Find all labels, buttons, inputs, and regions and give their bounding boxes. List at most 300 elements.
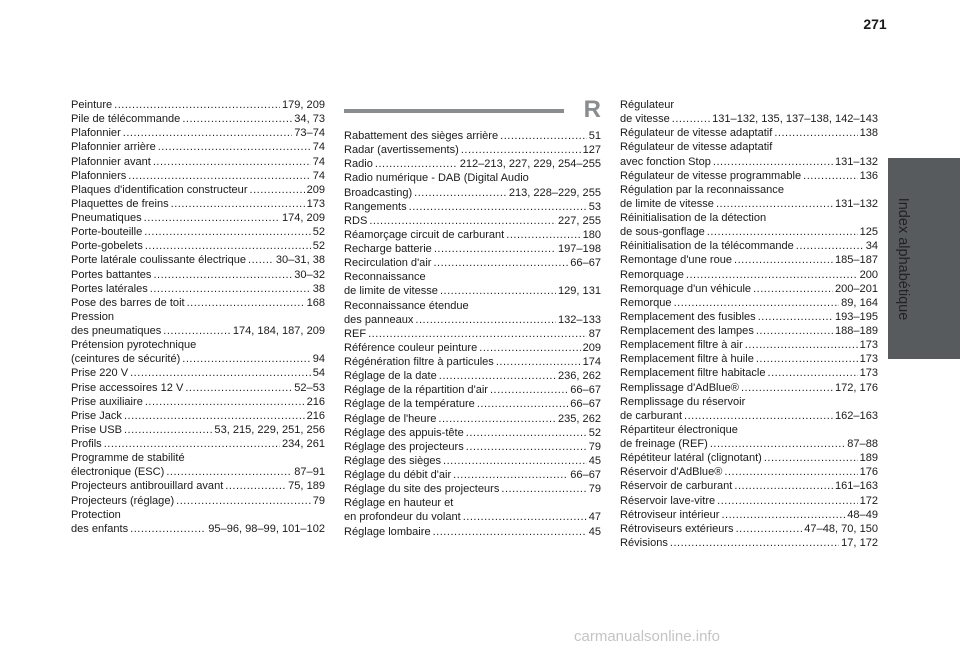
index-term-line: Répartiteur électronique xyxy=(620,423,738,436)
index-entry xyxy=(620,324,878,338)
index-column-3 xyxy=(620,98,878,550)
index-term: Remplissage d'AdBlue® xyxy=(620,381,739,394)
index-pages: 79 xyxy=(312,494,325,507)
dot-leader xyxy=(171,197,305,211)
index-term: Porte-bouteille xyxy=(71,226,143,239)
dot-leader xyxy=(684,409,833,423)
index-term: Rétroviseur intérieur xyxy=(620,508,720,521)
index-term: Rabattement des sièges arrière xyxy=(344,130,499,142)
dot-leader xyxy=(128,169,310,183)
dot-leader xyxy=(158,140,311,154)
dot-leader xyxy=(724,465,857,479)
dot-leader xyxy=(506,228,580,242)
dot-leader xyxy=(438,412,556,426)
index-entry xyxy=(344,200,601,214)
index-pages: 30–31, 38 xyxy=(275,254,325,267)
dot-leader xyxy=(479,341,580,355)
dot-leader xyxy=(153,155,311,169)
index-term: Radio xyxy=(344,158,373,171)
index-term: (ceintures de sécurité) xyxy=(71,353,181,366)
index-pages: 17, 172 xyxy=(841,536,878,549)
dot-leader xyxy=(443,454,587,468)
index-pages: 48–49 xyxy=(847,508,878,521)
index-pages: 174 xyxy=(582,356,601,368)
dot-leader xyxy=(130,366,311,380)
index-pages: 66–67 xyxy=(570,469,601,481)
index-pages: 51 xyxy=(588,130,601,142)
letter-heading-rule xyxy=(344,109,564,113)
dot-leader xyxy=(114,98,280,112)
index-pages: 89, 164 xyxy=(841,296,878,309)
index-entry xyxy=(344,129,601,143)
dot-leader xyxy=(745,338,858,352)
index-term: Réglage de l'heure xyxy=(344,412,437,425)
dot-leader xyxy=(672,112,710,126)
dot-leader xyxy=(150,282,311,296)
index-entry xyxy=(71,183,325,197)
dot-leader xyxy=(145,239,311,253)
index-term: Plafonnier arrière xyxy=(71,141,156,154)
index-entry xyxy=(344,383,601,397)
dot-leader xyxy=(501,482,586,496)
index-entry xyxy=(620,479,878,493)
index-term-line: Prétension pyrotechnique xyxy=(71,339,197,352)
index-term: Porte-gobelets xyxy=(71,240,143,253)
index-pages: 53 xyxy=(588,200,601,213)
index-entry xyxy=(620,155,878,169)
index-term: Plafonnier xyxy=(71,127,121,140)
index-entry xyxy=(620,409,878,423)
index-entry xyxy=(620,112,878,126)
dot-leader xyxy=(225,479,286,493)
index-entry xyxy=(344,327,601,341)
index-entry xyxy=(71,423,325,437)
index-term: Répétiteur latéral (clignotant) xyxy=(620,452,762,465)
dot-leader xyxy=(461,143,581,157)
index-term: Peinture xyxy=(71,99,113,111)
index-pages: 75, 189 xyxy=(288,480,325,493)
dot-leader xyxy=(163,324,231,338)
dot-leader xyxy=(144,225,310,239)
index-term: Plaquettes de freins xyxy=(71,197,169,210)
dot-leader xyxy=(768,366,858,380)
index-pages: 173 xyxy=(859,339,878,352)
index-entry xyxy=(71,437,325,451)
dot-leader xyxy=(796,239,864,253)
index-pages: 45 xyxy=(588,525,601,538)
index-entry xyxy=(344,228,601,242)
index-term: Plaques d'identification constructeur xyxy=(71,183,248,196)
dot-leader xyxy=(490,383,568,397)
index-entry xyxy=(344,369,601,383)
index-pages: 200–201 xyxy=(834,282,878,295)
index-term: Révisions xyxy=(620,536,668,549)
index-term: Remplacement filtre à huile xyxy=(620,353,754,366)
index-pages: 125 xyxy=(859,226,878,239)
dot-leader xyxy=(803,169,857,183)
dot-leader xyxy=(710,437,845,451)
index-pages: 216 xyxy=(306,409,325,422)
index-pages: 138 xyxy=(859,127,878,140)
index-pages: 79 xyxy=(588,483,601,496)
index-pages: 173 xyxy=(859,353,878,366)
index-entry xyxy=(71,296,325,310)
index-term: Réglage des projecteurs xyxy=(344,440,464,453)
index-pages: 129, 131 xyxy=(557,285,601,298)
index-pages: 173 xyxy=(306,197,325,210)
index-pages: 168 xyxy=(306,296,325,309)
letter-heading-letter: R xyxy=(583,96,601,123)
index-pages: 38 xyxy=(312,282,325,295)
index-entry xyxy=(620,268,878,282)
index-entry xyxy=(71,366,325,380)
index-entry xyxy=(620,366,878,380)
index-term-line: Régulateur xyxy=(620,99,675,111)
dot-leader xyxy=(250,183,305,197)
index-entry xyxy=(620,197,878,211)
index-entry xyxy=(344,284,601,298)
index-term: REF xyxy=(344,327,367,340)
index-term-line: Reconnaissance étendue xyxy=(344,299,469,312)
index-pages: 212–213, 227, 229, 254–255 xyxy=(459,158,601,171)
index-term: électronique (ESC) xyxy=(71,466,165,479)
dot-leader xyxy=(716,197,833,211)
index-entry xyxy=(344,214,601,228)
index-entry xyxy=(620,253,878,267)
index-pages: 132–133 xyxy=(557,313,601,326)
index-term: Recharge batterie xyxy=(344,243,432,255)
dot-leader xyxy=(466,426,587,440)
dot-leader xyxy=(153,268,292,282)
dot-leader xyxy=(741,381,833,395)
dot-leader xyxy=(185,381,292,395)
index-entry xyxy=(71,197,325,211)
index-entry xyxy=(620,451,878,465)
index-entry xyxy=(620,522,878,536)
index-entry xyxy=(620,437,878,451)
index-term: Portes battantes xyxy=(71,268,152,281)
index-term: de limite de vitesse xyxy=(620,197,714,210)
index-term: Réglage de la date xyxy=(344,370,437,383)
footer-watermark: carmanualsonline.info xyxy=(574,628,720,645)
index-pages: 216 xyxy=(306,395,325,408)
index-pages: 52–53 xyxy=(294,381,325,394)
index-term-line: Reconnaissance xyxy=(344,271,426,284)
index-pages: 34, 73 xyxy=(294,113,325,126)
index-term: Régulateur de vitesse adaptatif xyxy=(620,127,773,140)
index-pages: 185–187 xyxy=(834,254,878,267)
dot-leader xyxy=(764,451,858,465)
index-term: Réglage du débit d'air xyxy=(344,469,452,481)
index-term-line: Réinitialisation de la détection xyxy=(620,212,767,224)
dot-leader xyxy=(166,465,292,479)
index-entry xyxy=(620,381,878,395)
dot-leader xyxy=(717,494,857,508)
index-entry xyxy=(71,126,325,140)
index-entry xyxy=(71,465,325,479)
index-term-line: Programme de stabilité xyxy=(71,452,185,465)
index-entry xyxy=(620,296,878,310)
index-entry xyxy=(344,482,601,496)
index-pages: 94 xyxy=(312,353,325,366)
index-term: Remorquage xyxy=(620,268,684,281)
index-term: Rétroviseurs extérieurs xyxy=(620,522,734,535)
index-term: Remorque xyxy=(620,296,672,309)
dot-leader xyxy=(686,268,858,282)
index-entry xyxy=(620,239,878,253)
index-entry xyxy=(71,409,325,423)
index-entry xyxy=(620,225,878,239)
dot-leader xyxy=(434,242,556,256)
index-entry xyxy=(71,98,325,112)
dot-leader xyxy=(721,508,845,522)
index-entry xyxy=(71,352,325,366)
dot-leader xyxy=(182,112,292,126)
index-term: Réglage lombaire xyxy=(344,525,431,538)
index-pages: 73–74 xyxy=(294,127,325,140)
dot-leader xyxy=(414,186,507,200)
index-term: de carburant xyxy=(620,409,683,422)
index-pages: 189 xyxy=(859,452,878,465)
index-pages: 52 xyxy=(588,426,601,439)
dot-leader xyxy=(753,282,833,296)
index-term: Remplacement filtre habitacle xyxy=(620,367,766,380)
dot-leader xyxy=(124,409,305,423)
index-entry xyxy=(344,397,601,411)
index-entry xyxy=(71,479,325,493)
index-pages: 74 xyxy=(312,169,325,182)
index-entry xyxy=(344,157,601,171)
index-term: Projecteurs (réglage) xyxy=(71,494,175,507)
index-entry xyxy=(71,239,325,253)
dot-leader xyxy=(144,211,280,225)
dot-leader xyxy=(440,284,556,298)
index-term: Radar (avertissements) xyxy=(344,144,459,157)
index-pages: 131–132 xyxy=(834,155,878,168)
index-pages: 209 xyxy=(306,183,325,196)
index-term: Profils xyxy=(71,438,102,450)
dot-leader xyxy=(463,510,587,524)
index-term: Prise Jack xyxy=(71,409,122,422)
index-pages: 47 xyxy=(588,511,601,524)
index-pages: 66–67 xyxy=(570,257,601,270)
index-pages: 209 xyxy=(582,341,601,354)
index-pages: 30–32 xyxy=(294,268,325,281)
index-term: Réservoir d'AdBlue® xyxy=(620,466,723,479)
index-term: Broadcasting) xyxy=(344,186,413,199)
dot-leader xyxy=(758,310,833,324)
index-term-line: Régulation par la reconnaissance xyxy=(620,183,784,196)
index-pages: 131–132, 135, 137–138, 142–143 xyxy=(712,113,878,126)
index-pages: 74 xyxy=(312,141,325,154)
index-term: Pneumatiques xyxy=(71,212,142,224)
index-entry xyxy=(71,211,325,225)
index-term: Réservoir lave-vitre xyxy=(620,494,716,507)
index-term: Prise auxiliaire xyxy=(71,395,143,408)
dot-leader xyxy=(375,157,458,171)
index-pages: 236, 262 xyxy=(557,370,601,383)
index-pages: 87 xyxy=(588,327,601,340)
index-term: Plafonnier avant xyxy=(71,155,151,168)
index-entry xyxy=(71,381,325,395)
index-pages: 54 xyxy=(312,367,325,380)
index-entry xyxy=(344,313,601,327)
index-entry xyxy=(344,256,601,270)
dot-leader xyxy=(466,440,587,454)
index-term: Réamorçage circuit de carburant xyxy=(344,228,505,241)
index-entry xyxy=(344,426,601,440)
index-term-line: Remplissage du réservoir xyxy=(620,395,746,408)
dot-leader xyxy=(123,126,293,140)
index-term: RDS xyxy=(344,214,368,227)
index-pages: 179, 209 xyxy=(281,99,325,111)
page-number: 271 xyxy=(863,16,887,32)
index-term-line: Pression xyxy=(71,310,114,323)
dot-leader xyxy=(734,253,833,267)
index-term: des pneumatiques xyxy=(71,325,162,337)
index-pages: 52 xyxy=(312,226,325,239)
index-term: Réservoir de carburant xyxy=(620,480,733,493)
index-term: Prise accessoires 12 V xyxy=(71,381,184,394)
section-tab-label-wrap xyxy=(888,158,918,359)
dot-leader xyxy=(187,296,305,310)
dot-leader xyxy=(707,225,858,239)
index-pages: 234, 261 xyxy=(281,438,325,450)
index-pages: 87–88 xyxy=(847,438,878,450)
index-term: Remplacement des lampes xyxy=(620,325,754,337)
index-entry xyxy=(344,412,601,426)
index-entry xyxy=(620,310,878,324)
dot-leader xyxy=(477,397,568,411)
index-entry xyxy=(71,155,325,169)
dot-leader xyxy=(248,253,274,267)
dot-leader xyxy=(500,129,587,143)
dot-leader xyxy=(369,214,556,228)
index-pages: 74 xyxy=(312,155,325,168)
dot-leader xyxy=(670,536,839,550)
index-pages: 34 xyxy=(865,240,878,253)
index-term: Référence couleur peinture xyxy=(344,341,478,354)
index-pages: 47–48, 70, 150 xyxy=(804,522,878,535)
index-term: Pose des barres de toit xyxy=(71,296,185,309)
index-pages: 180 xyxy=(582,228,601,241)
index-entry xyxy=(71,324,325,338)
index-term: en profondeur du volant xyxy=(344,511,461,524)
index-term: Réglage de la température xyxy=(344,398,475,411)
index-pages: 53, 215, 229, 251, 256 xyxy=(214,423,325,436)
dot-leader xyxy=(368,327,587,341)
index-pages: 174, 184, 187, 209 xyxy=(232,325,325,337)
index-entry xyxy=(344,468,601,482)
index-pages: 173 xyxy=(859,367,878,380)
index-term-line: Régulateur de vitesse adaptatif xyxy=(620,141,773,154)
index-term: des enfants xyxy=(71,522,129,535)
index-term: Réglage des sièges xyxy=(344,454,442,467)
index-entry xyxy=(620,465,878,479)
dot-leader xyxy=(774,126,857,140)
index-entry xyxy=(71,225,325,239)
index-term-line: Protection xyxy=(71,508,121,521)
index-term: avec fonction Stop xyxy=(620,155,711,168)
index-term: Portes latérales xyxy=(71,282,148,295)
index-pages: 66–67 xyxy=(570,398,601,411)
index-pages: 127 xyxy=(582,144,601,157)
index-term: Réinitialisation de la télécommande xyxy=(620,240,794,253)
index-term: Porte latérale coulissante électrique xyxy=(71,254,247,267)
dot-leader xyxy=(674,296,840,310)
index-entry xyxy=(620,508,878,522)
index-entry xyxy=(71,253,325,267)
index-entry xyxy=(620,352,878,366)
dot-leader xyxy=(433,525,587,539)
index-pages: 66–67 xyxy=(570,384,601,397)
section-tab-label: Index alphabétique xyxy=(895,197,911,320)
index-pages: 193–195 xyxy=(834,310,878,323)
index-term: Régénération filtre à particules xyxy=(344,356,494,368)
index-term: Remorquage d'un véhicule xyxy=(620,282,752,295)
index-pages: 213, 228–229, 255 xyxy=(508,186,601,199)
index-entry xyxy=(620,338,878,352)
dot-leader xyxy=(734,479,833,493)
index-pages: 79 xyxy=(588,440,601,453)
index-entry xyxy=(620,536,878,550)
index-term: Réglage des appuis-tête xyxy=(344,426,464,439)
index-entry xyxy=(71,522,325,536)
index-term: de freinage (REF) xyxy=(620,438,708,450)
index-pages: 161–163 xyxy=(834,480,878,493)
index-entry xyxy=(344,341,601,355)
index-pages: 52 xyxy=(312,240,325,253)
dot-leader xyxy=(756,352,858,366)
dot-leader xyxy=(756,324,833,338)
index-entry xyxy=(620,282,878,296)
dot-leader xyxy=(145,395,305,409)
index-pages: 174, 209 xyxy=(281,212,325,224)
index-term: Prise 220 V xyxy=(71,367,129,380)
dot-leader xyxy=(176,494,311,508)
dot-leader xyxy=(453,468,568,482)
index-entry xyxy=(620,169,878,183)
dot-leader xyxy=(713,155,833,169)
index-term: de vitesse xyxy=(620,113,670,126)
index-term: Remplacement filtre à air xyxy=(620,339,743,352)
index-pages: 235, 262 xyxy=(557,412,601,425)
index-term: Remplacement des fusibles xyxy=(620,310,756,323)
index-entry xyxy=(71,282,325,296)
index-entry xyxy=(71,268,325,282)
index-pages: 136 xyxy=(859,169,878,182)
index-term: Plafonniers xyxy=(71,169,127,182)
index-term: Prise USB xyxy=(71,423,122,436)
dot-leader xyxy=(124,423,212,437)
index-pages: 45 xyxy=(588,454,601,467)
index-entry xyxy=(71,395,325,409)
index-entry xyxy=(344,242,601,256)
index-pages: 87–91 xyxy=(294,466,325,479)
index-pages: 188–189 xyxy=(834,325,878,337)
index-pages: 95–96, 98–99, 101–102 xyxy=(208,522,325,535)
index-entry xyxy=(620,494,878,508)
index-entry xyxy=(344,186,601,200)
index-column-2 xyxy=(344,129,601,539)
dot-leader xyxy=(496,355,581,369)
index-term: Recirculation d'air xyxy=(344,257,432,270)
index-term: Projecteurs antibrouillard avant xyxy=(71,480,224,493)
index-entry xyxy=(71,140,325,154)
dot-leader xyxy=(415,313,556,327)
index-pages: 197–198 xyxy=(557,243,601,255)
index-pages: 131–132 xyxy=(834,197,878,210)
